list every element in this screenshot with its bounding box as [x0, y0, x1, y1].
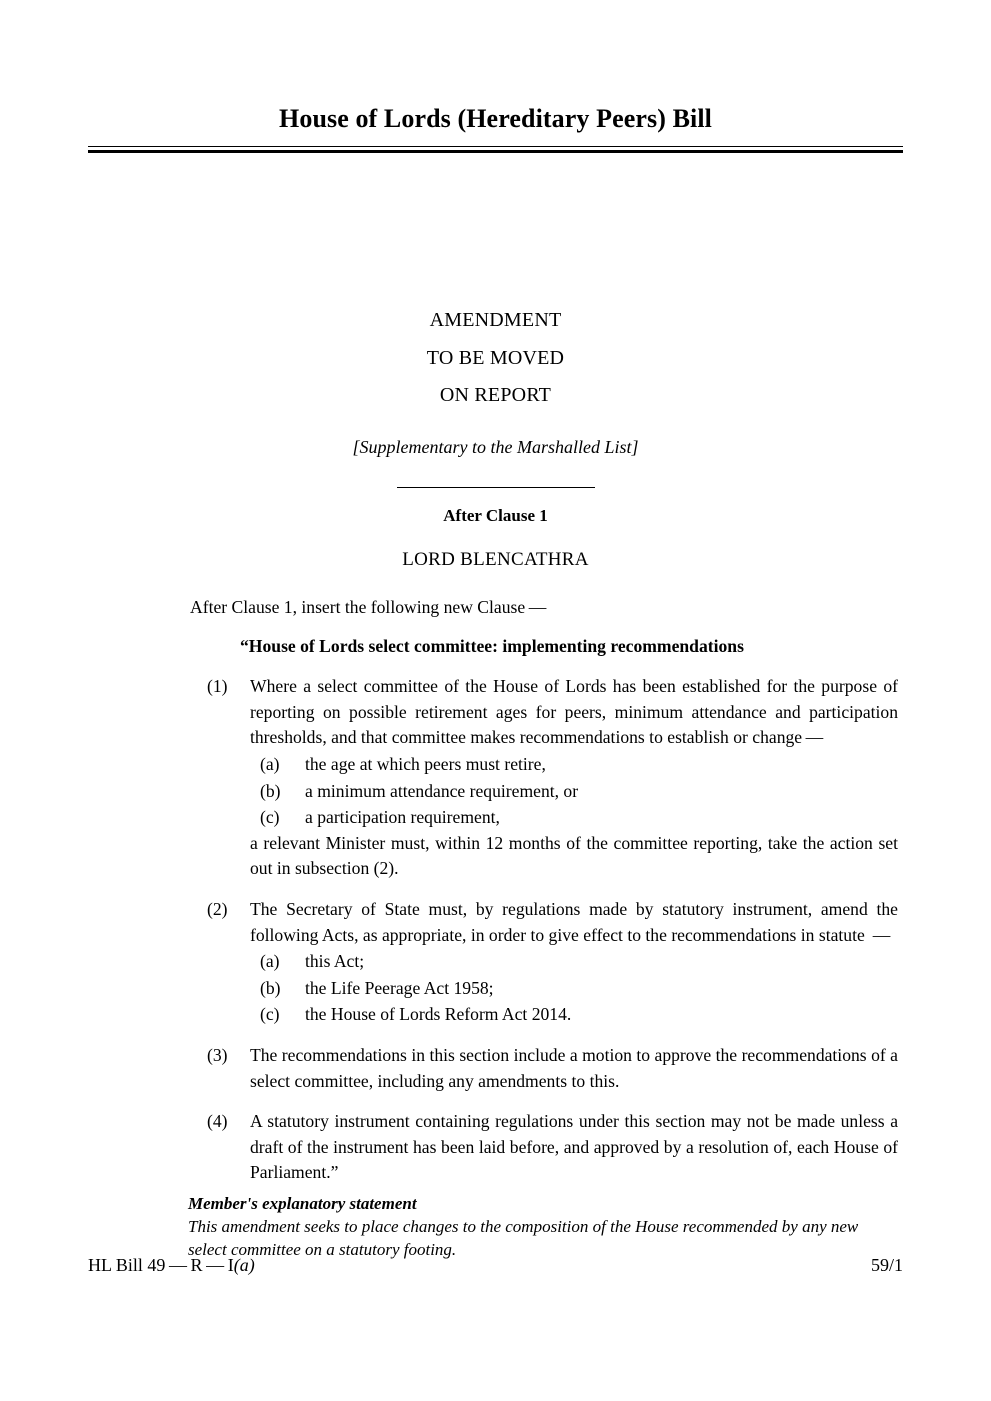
list-item-text: the Life Peerage Act 1958;	[305, 977, 494, 998]
subsection-number: (1)	[207, 676, 228, 697]
amendment-sponsor: LORD BLENCATHRA	[402, 549, 589, 570]
after-clause-label: After Clause 1	[443, 506, 548, 525]
list-item	[250, 805, 898, 831]
list-item	[250, 1002, 898, 1028]
subsection-text: The Secretary of State must, by regulations made by statutory instrument, amend the following Acts, as appropriate, in order to give effect to the recommendations in statute —	[250, 898, 898, 945]
list-item	[250, 779, 898, 805]
subsection	[190, 1043, 898, 1094]
footer-bill-reference	[88, 1255, 255, 1276]
subsection-items	[250, 949, 898, 1028]
footer-page-number: 59/1	[870, 1255, 903, 1275]
amendment-heading-block	[88, 302, 903, 488]
heading-amendment: AMENDMENT	[429, 309, 562, 331]
list-item-letter: (a)	[260, 951, 280, 972]
list-item-text: the age at which peers must retire,	[305, 753, 546, 774]
list-item-text: the House of Lords Reform Act 2014.	[305, 1004, 572, 1025]
list-item-letter: (b)	[260, 977, 281, 998]
subsection	[190, 674, 898, 882]
list-item	[250, 976, 898, 1002]
subsection-text: A statutory instrument containing regulations under this section may not be made unless a draft of the instrument has been laid before, and approved by a resolution of, each House of Parliament.”	[250, 1111, 898, 1183]
footer-bill-reference-suffix: (a)	[233, 1255, 255, 1275]
title-divider-thick-rule	[88, 150, 903, 153]
explanatory-statement	[188, 1192, 900, 1261]
subsection-number: (3)	[207, 1044, 228, 1065]
subsection	[190, 1109, 898, 1186]
subsection-text: The recommendations in this section include a motion to approve the recommendations of a select committee, including any amendments to this.	[250, 1044, 898, 1091]
lead-in-text: After Clause 1, insert the following new Clause —	[190, 597, 547, 617]
list-item-text: a participation requirement,	[305, 807, 500, 828]
new-clause-heading: “House of Lords select committee: implementing recommendations	[240, 635, 744, 656]
list-item-text: a minimum attendance requirement, or	[305, 780, 579, 801]
list-item-letter: (c)	[260, 1004, 280, 1025]
explanatory-statement-body: This amendment seeks to place changes to the composition of the House recommended by any new select committee on a statutory footing.	[188, 1217, 859, 1259]
subsection	[190, 897, 898, 1028]
subsection-items	[250, 752, 898, 831]
subsection-number: (2)	[207, 898, 228, 919]
subsection-number: (4)	[207, 1111, 228, 1132]
heading-supplementary-note: [Supplementary to the Marshalled List]	[352, 436, 639, 457]
section-divider-rule	[397, 487, 595, 489]
page-title: House of Lords (Hereditary Peers) Bill	[279, 104, 712, 133]
list-item-letter: (a)	[260, 753, 280, 774]
list-item-letter: (b)	[260, 780, 281, 801]
subsection-text: Where a select committee of the House of Lords has been established for the purpose of reporting on possible retirement ages for peers, minimum attendance and participation thresholds, and that committee makes recommendations to establish or change —	[250, 676, 898, 748]
list-item	[250, 752, 898, 778]
explanatory-statement-title: Member's explanatory statement	[188, 1194, 417, 1213]
subsection-tail-text: a relevant Minister must, within 12 months of the committee reporting, take the action set out in subsection (2).	[250, 832, 898, 879]
heading-on-report: ON REPORT	[439, 384, 552, 406]
amendment-body	[190, 595, 898, 1186]
title-divider	[88, 146, 903, 153]
heading-to-be-moved: TO BE MOVED	[426, 346, 565, 369]
list-item	[250, 949, 898, 975]
list-item-text: this Act;	[305, 951, 365, 972]
list-item-letter: (c)	[260, 807, 280, 828]
footer-bill-reference-main: HL Bill 49 — R — I	[88, 1255, 234, 1275]
